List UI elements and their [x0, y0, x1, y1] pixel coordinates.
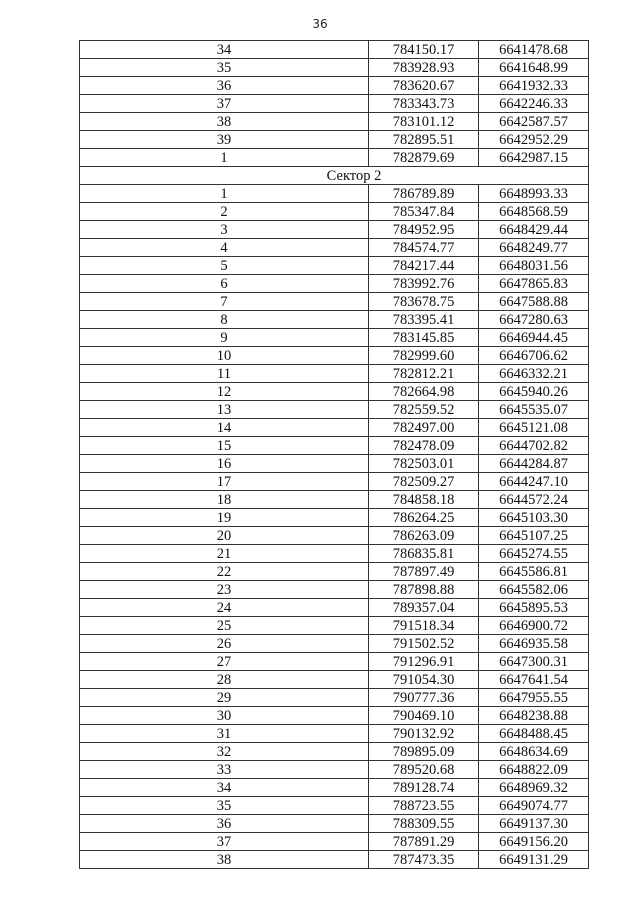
point-number-cell: 8	[80, 311, 369, 329]
y-coordinate-cell: 6647300.31	[479, 653, 589, 671]
x-coordinate-cell: 783343.73	[369, 95, 479, 113]
table-row	[80, 653, 589, 671]
point-number-cell: 38	[80, 113, 369, 131]
y-coordinate-cell: 6641932.33	[479, 77, 589, 95]
y-coordinate-cell: 6648238.88	[479, 707, 589, 725]
y-coordinate-cell: 6645535.07	[479, 401, 589, 419]
table-row	[80, 455, 589, 473]
point-number-cell: 34	[80, 41, 369, 59]
x-coordinate-cell: 782497.00	[369, 419, 479, 437]
table-row	[80, 149, 589, 167]
table-row	[80, 437, 589, 455]
y-coordinate-cell: 6648031.56	[479, 257, 589, 275]
point-number-cell: 25	[80, 617, 369, 635]
x-coordinate-cell: 782879.69	[369, 149, 479, 167]
y-coordinate-cell: 6644247.10	[479, 473, 589, 491]
table-row	[80, 545, 589, 563]
x-coordinate-cell: 789357.04	[369, 599, 479, 617]
table-row	[80, 851, 589, 869]
point-number-cell: 1	[80, 185, 369, 203]
point-number-cell: 27	[80, 653, 369, 671]
table-row	[80, 59, 589, 77]
x-coordinate-cell: 782509.27	[369, 473, 479, 491]
table-row	[80, 221, 589, 239]
x-coordinate-cell: 786264.25	[369, 509, 479, 527]
point-number-cell: 33	[80, 761, 369, 779]
table-row	[80, 617, 589, 635]
point-number-cell: 39	[80, 131, 369, 149]
point-number-cell: 16	[80, 455, 369, 473]
y-coordinate-cell: 6648822.09	[479, 761, 589, 779]
point-number-cell: 10	[80, 347, 369, 365]
y-coordinate-cell: 6647588.88	[479, 293, 589, 311]
point-number-cell: 5	[80, 257, 369, 275]
y-coordinate-cell: 6642952.29	[479, 131, 589, 149]
table-row	[80, 203, 589, 221]
x-coordinate-cell: 782812.21	[369, 365, 479, 383]
point-number-cell: 12	[80, 383, 369, 401]
x-coordinate-cell: 791296.91	[369, 653, 479, 671]
x-coordinate-cell: 790469.10	[369, 707, 479, 725]
x-coordinate-cell: 790777.36	[369, 689, 479, 707]
y-coordinate-cell: 6646706.62	[479, 347, 589, 365]
table-row	[80, 257, 589, 275]
y-coordinate-cell: 6645274.55	[479, 545, 589, 563]
table-row	[80, 761, 589, 779]
table-row	[80, 329, 589, 347]
x-coordinate-cell: 784217.44	[369, 257, 479, 275]
y-coordinate-cell: 6649074.77	[479, 797, 589, 815]
table-row	[80, 113, 589, 131]
table-row	[80, 239, 589, 257]
table-row	[80, 833, 589, 851]
x-coordinate-cell: 784858.18	[369, 491, 479, 509]
x-coordinate-cell: 788723.55	[369, 797, 479, 815]
point-number-cell: 7	[80, 293, 369, 311]
y-coordinate-cell: 6648568.59	[479, 203, 589, 221]
table-row	[80, 473, 589, 491]
point-number-cell: 1	[80, 149, 369, 167]
x-coordinate-cell: 782478.09	[369, 437, 479, 455]
point-number-cell: 9	[80, 329, 369, 347]
point-number-cell: 38	[80, 851, 369, 869]
table-row	[80, 185, 589, 203]
point-number-cell: 21	[80, 545, 369, 563]
point-number-cell: 20	[80, 527, 369, 545]
y-coordinate-cell: 6644702.82	[479, 437, 589, 455]
point-number-cell: 22	[80, 563, 369, 581]
y-coordinate-cell: 6646944.45	[479, 329, 589, 347]
page-number: 36	[312, 17, 328, 31]
y-coordinate-cell: 6645121.08	[479, 419, 589, 437]
point-number-cell: 18	[80, 491, 369, 509]
y-coordinate-cell: 6645582.06	[479, 581, 589, 599]
x-coordinate-cell: 783928.93	[369, 59, 479, 77]
y-coordinate-cell: 6648993.33	[479, 185, 589, 203]
x-coordinate-cell: 783101.12	[369, 113, 479, 131]
y-coordinate-cell: 6642987.15	[479, 149, 589, 167]
table-row	[80, 725, 589, 743]
table-row	[80, 401, 589, 419]
point-number-cell: 11	[80, 365, 369, 383]
point-number-cell: 2	[80, 203, 369, 221]
x-coordinate-cell: 791502.52	[369, 635, 479, 653]
y-coordinate-cell: 6641478.68	[479, 41, 589, 59]
table-row	[80, 383, 589, 401]
sector-title: Сектор 2	[80, 167, 589, 185]
x-coordinate-cell: 789520.68	[369, 761, 479, 779]
point-number-cell: 31	[80, 725, 369, 743]
x-coordinate-cell: 787898.88	[369, 581, 479, 599]
x-coordinate-cell: 783395.41	[369, 311, 479, 329]
y-coordinate-cell: 6645586.81	[479, 563, 589, 581]
table-row	[80, 293, 589, 311]
y-coordinate-cell: 6647280.63	[479, 311, 589, 329]
table-row	[80, 635, 589, 653]
x-coordinate-cell: 784574.77	[369, 239, 479, 257]
coordinates-table-body	[80, 41, 589, 869]
point-number-cell: 3	[80, 221, 369, 239]
point-number-cell: 24	[80, 599, 369, 617]
x-coordinate-cell: 785347.84	[369, 203, 479, 221]
x-coordinate-cell: 790132.92	[369, 725, 479, 743]
x-coordinate-cell: 788309.55	[369, 815, 479, 833]
y-coordinate-cell: 6648249.77	[479, 239, 589, 257]
x-coordinate-cell: 782503.01	[369, 455, 479, 473]
y-coordinate-cell: 6647955.55	[479, 689, 589, 707]
point-number-cell: 34	[80, 779, 369, 797]
sector-header-row	[80, 167, 589, 185]
table-row	[80, 581, 589, 599]
point-number-cell: 28	[80, 671, 369, 689]
point-number-cell: 14	[80, 419, 369, 437]
y-coordinate-cell: 6645107.25	[479, 527, 589, 545]
point-number-cell: 32	[80, 743, 369, 761]
y-coordinate-cell: 6649137.30	[479, 815, 589, 833]
table-row	[80, 779, 589, 797]
point-number-cell: 17	[80, 473, 369, 491]
table-row	[80, 689, 589, 707]
y-coordinate-cell: 6649131.29	[479, 851, 589, 869]
x-coordinate-cell: 789128.74	[369, 779, 479, 797]
point-number-cell: 36	[80, 77, 369, 95]
x-coordinate-cell: 787891.29	[369, 833, 479, 851]
table-row	[80, 743, 589, 761]
x-coordinate-cell: 783678.75	[369, 293, 479, 311]
x-coordinate-cell: 786835.81	[369, 545, 479, 563]
x-coordinate-cell: 783620.67	[369, 77, 479, 95]
x-coordinate-cell: 783992.76	[369, 275, 479, 293]
table-row	[80, 491, 589, 509]
point-number-cell: 35	[80, 59, 369, 77]
y-coordinate-cell: 6649156.20	[479, 833, 589, 851]
table-row	[80, 77, 589, 95]
y-coordinate-cell: 6648969.32	[479, 779, 589, 797]
point-number-cell: 4	[80, 239, 369, 257]
x-coordinate-cell: 787897.49	[369, 563, 479, 581]
y-coordinate-cell: 6648488.45	[479, 725, 589, 743]
y-coordinate-cell: 6647641.54	[479, 671, 589, 689]
x-coordinate-cell: 789895.09	[369, 743, 479, 761]
y-coordinate-cell: 6642587.57	[479, 113, 589, 131]
y-coordinate-cell: 6647865.83	[479, 275, 589, 293]
x-coordinate-cell: 782895.51	[369, 131, 479, 149]
y-coordinate-cell: 6645940.26	[479, 383, 589, 401]
table-row	[80, 275, 589, 293]
y-coordinate-cell: 6646900.72	[479, 617, 589, 635]
table-row	[80, 41, 589, 59]
point-number-cell: 13	[80, 401, 369, 419]
x-coordinate-cell: 786263.09	[369, 527, 479, 545]
y-coordinate-cell: 6641648.99	[479, 59, 589, 77]
y-coordinate-cell: 6648429.44	[479, 221, 589, 239]
x-coordinate-cell: 787473.35	[369, 851, 479, 869]
table-row	[80, 563, 589, 581]
point-number-cell: 19	[80, 509, 369, 527]
table-row	[80, 509, 589, 527]
table-row	[80, 815, 589, 833]
table-row	[80, 347, 589, 365]
table-row	[80, 131, 589, 149]
point-number-cell: 35	[80, 797, 369, 815]
table-row	[80, 95, 589, 113]
x-coordinate-cell: 783145.85	[369, 329, 479, 347]
y-coordinate-cell: 6644572.24	[479, 491, 589, 509]
x-coordinate-cell: 791054.30	[369, 671, 479, 689]
table-row	[80, 365, 589, 383]
table-row	[80, 527, 589, 545]
y-coordinate-cell: 6642246.33	[479, 95, 589, 113]
y-coordinate-cell: 6648634.69	[479, 743, 589, 761]
table-row	[80, 419, 589, 437]
x-coordinate-cell: 782664.98	[369, 383, 479, 401]
point-number-cell: 6	[80, 275, 369, 293]
x-coordinate-cell: 782559.52	[369, 401, 479, 419]
point-number-cell: 29	[80, 689, 369, 707]
x-coordinate-cell: 784150.17	[369, 41, 479, 59]
y-coordinate-cell: 6644284.87	[479, 455, 589, 473]
y-coordinate-cell: 6646332.21	[479, 365, 589, 383]
x-coordinate-cell: 791518.34	[369, 617, 479, 635]
coordinates-table	[79, 40, 589, 869]
table-row	[80, 671, 589, 689]
point-number-cell: 37	[80, 95, 369, 113]
table-row	[80, 599, 589, 617]
x-coordinate-cell: 786789.89	[369, 185, 479, 203]
point-number-cell: 23	[80, 581, 369, 599]
point-number-cell: 26	[80, 635, 369, 653]
y-coordinate-cell: 6645895.53	[479, 599, 589, 617]
y-coordinate-cell: 6646935.58	[479, 635, 589, 653]
point-number-cell: 36	[80, 815, 369, 833]
x-coordinate-cell: 784952.95	[369, 221, 479, 239]
point-number-cell: 30	[80, 707, 369, 725]
table-row	[80, 311, 589, 329]
table-row	[80, 797, 589, 815]
x-coordinate-cell: 782999.60	[369, 347, 479, 365]
point-number-cell: 15	[80, 437, 369, 455]
table-row	[80, 707, 589, 725]
point-number-cell: 37	[80, 833, 369, 851]
y-coordinate-cell: 6645103.30	[479, 509, 589, 527]
